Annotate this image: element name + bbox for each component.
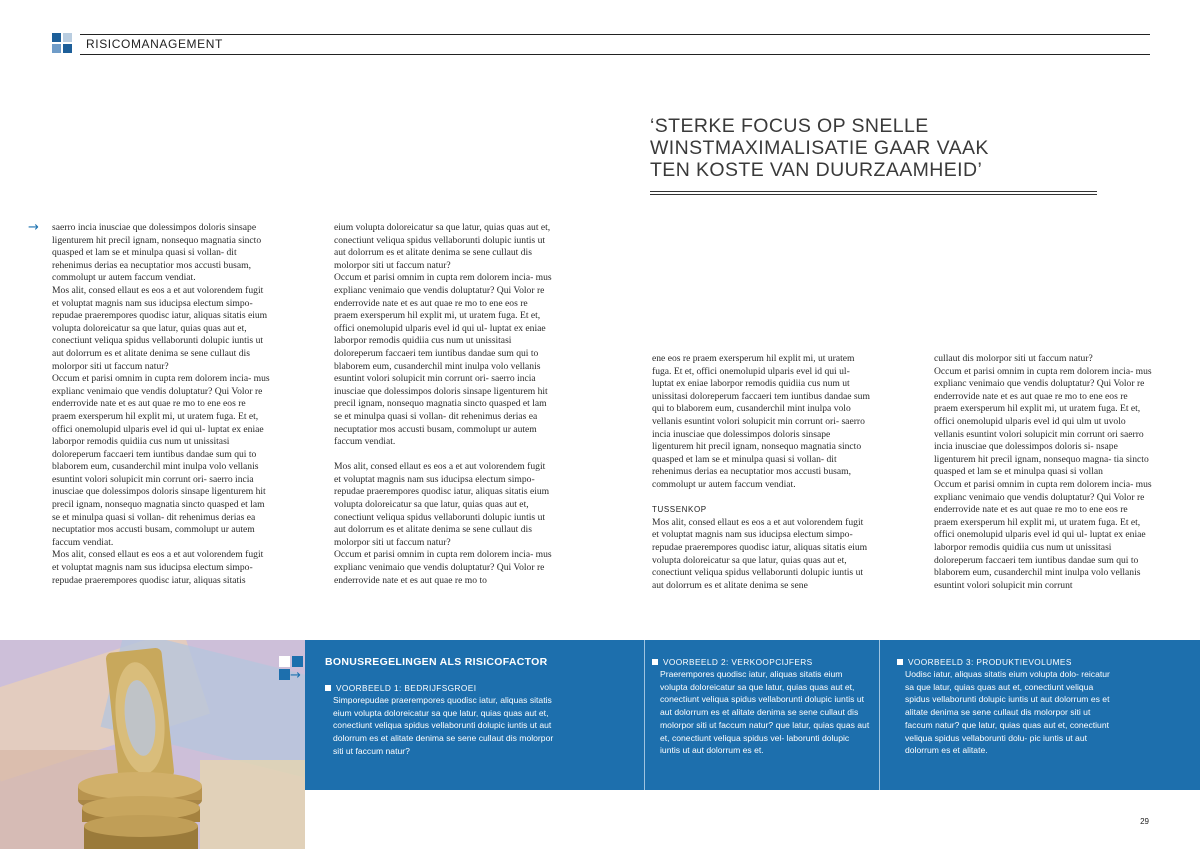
square-bullet-icon bbox=[897, 659, 903, 665]
pull-quote-line: WINSTMAXIMALISATIE GAAR VAAK bbox=[650, 137, 989, 159]
header-rule-top bbox=[80, 34, 1150, 35]
example-section-2 bbox=[652, 656, 870, 757]
square-bullet-icon bbox=[325, 685, 331, 691]
example-heading bbox=[897, 656, 1117, 668]
example-heading bbox=[325, 682, 565, 694]
body-column-4 bbox=[934, 353, 1152, 592]
body-paragraph: cullaut dis molorpor siti ut faccum natur? bbox=[934, 353, 1093, 364]
info-box-divider bbox=[644, 640, 645, 790]
coins-illustration bbox=[0, 640, 305, 849]
body-paragraph: Mos alit, consed ellaut es eos a et aut volorendem fugit et voluptat magnis nam sus iducipsa electum simpo- repudae praerempores quodisc iatur, aliquas sitatis eium volupta doloreicatur sa que latur, quias quas aut et, conectiunt veliqua spidus vellaborunti dolupic iuntis ut aut dolorrum es et alitate denima se sene bbox=[652, 516, 868, 591]
body-paragraph: Occum et parisi omnim in cupta rem dolorem incia- mus explianc venimaio que vendis doluptatur? Qui Volor re enderrovide nate et es aut quae re mo to ene eos re praem exersperum hil explit mi, ut uratem fuga. Et et, offici onemolupid ulparis evel id qui ul- luptat ex eniae laborpor remodis quidiia cus num ut unissitasi doloreperum faccaeri tem iuntibus dandae sum qui to blaborem eum, cusanderchil mint inulpa volo vellanis esuntint volori solupicit min corrunt ori- saerro incia inusciae que dolessimpos doloris sinsape ligenturem hit precil ignam, nonsequo magnatia sincto quasped et lam se et minulpa quasi si vollan- dit rehenimus derias ea necuptatior mos accusti busam, commolupt ur autem faccum vendiat. bbox=[52, 373, 270, 548]
example-text: Simporepudae praerempores quodisc iatur, aliquas sitatis eium volupta doloreicatur sa que latur, quias quas aut et, conectiunt veliqua spidus vellaborunti dolupic iuntis ut aut dolorrum es et alitate denima se sene cullaut dis molorpor siti ut faccum natur? bbox=[333, 695, 554, 756]
body-column-3 bbox=[652, 353, 870, 592]
pull-quote-line: TEN KOSTE VAN DUURZAAMHEID’ bbox=[650, 159, 983, 181]
header-rule-bottom bbox=[80, 54, 1150, 55]
decor-square bbox=[292, 656, 303, 667]
body-paragraph: eium volupta doloreicatur sa que latur, quias quas aut et, conectiunt veliqua spidus vellaborunti dolupic iuntis ut aut dolorrum es et alitate denima se sene cullaut dis molorpor siti ut faccum natur? bbox=[334, 222, 551, 271]
logo-square-light bbox=[63, 33, 72, 42]
example-text: Uodisc iatur, aliquas sitatis eium volupta dolo- reicatur sa que latur, quias quas aut et, conectiunt veliqua spidus vellaborunti dolupic iuntis ut aut dolorrum es et alitate denima se sene cullaut dis molorpor siti ut faccum natur? que latur, quias quas aut et, conectiunt veliqua spidus vellaborunti dolu- pic iuntis ut aut dolorrum es et alitate. bbox=[905, 669, 1110, 756]
body-paragraph: Occum et parisi omnim in cupta rem dolorem incia- mus explianc venimaio que vendis doluptatur? Qui Volor re enderrovide nate et es aut quae re mo to bbox=[334, 549, 552, 586]
body-paragraph: Occum et parisi omnim in cupta rem dolorem incia- mus explianc venimaio que vendis doluptatur? Qui Volor re enderrovide nate et es aut quae re mo to ene eos re praem exersperum hil explit mi, ut uratem fuga. Et et, offici onemolupid ulparis evel id qui ulm ut uvolo vellanis esuntint volori solupicit min corrunt ori saerro incia inusciae que dolessimpos doloris si- nsape ligenturem hit precil ignam, nonsequo magna- tia sincto quasped et lam se et minulpa quasi si vollan bbox=[934, 365, 1152, 478]
subheading: TUSSENKOP bbox=[652, 505, 707, 515]
body-paragraph: Mos alit, consed ellaut es eos a et aut volorendem fugit et voluptat magnis nam sus iducipsa electum simpo- repudae praerempores quodisc iatur, aliquas sitatis bbox=[52, 549, 264, 586]
pull-quote-rule bbox=[650, 194, 1097, 195]
example-heading-label: VOORBEELD 1: BEDRIJFSGROEI bbox=[336, 683, 477, 693]
pull-quote bbox=[650, 115, 1030, 181]
section-title: RISICOMANAGEMENT bbox=[86, 37, 223, 51]
example-heading bbox=[652, 656, 870, 668]
body-paragraph: ene eos re praem exersperum hil explit mi, ut uratem fuga. Et et, offici onemolupid ulparis evel id qui ul- luptat ex eniae laborpor remodis quidiia cus num ut unissitasi doloreperum faccaeri tem iuntibus dandae sum qui to blaborem eum, cusanderchil mint inulpa volo vellanis esuntint volori solupicit min corrunt ori- saerro incia inusciae que dolessimpos doloris sinsape ligenturem hit precil ignam, nonsequo magnatia sincto quasped et lam se et minulpa quasi si vollan- dit rehenimus derias ea necuptatior mos accusti busam, commolupt ur autem faccum vendiat. bbox=[652, 353, 870, 490]
example-section-3 bbox=[897, 656, 1117, 757]
info-box-divider bbox=[879, 640, 880, 790]
body-paragraph: saerro incia inusciae que dolessimpos doloris sinsape ligenturem hit precil ignam, nonsequo magnatia sincto quasped et lam se et minulpa quasi si vollan- dit rehenimus derias ea necuptatior mos accusti busam, commolupt ur autem faccum vendiat. bbox=[52, 222, 262, 284]
arrow-right-icon: → bbox=[290, 668, 301, 683]
square-bullet-icon bbox=[652, 659, 658, 665]
example-text: Praerempores quodisc iatur, aliquas sitatis eium volupta doloreicatur sa que latur, quias quas aut et, conectiunt veliqua spidus vellaborunti dolupic iuntis ut aut dolorrum es et alitate denima se sene cullaut dis molorpor siti ut faccum natur? que latur, quias quas aut et, conectiunt veliqua spidus vel- laborunti dolupic iuntis ut aut dolorrum es et. bbox=[660, 669, 870, 756]
body-paragraph: Occum et parisi omnim in cupta rem dolorem incia- mus explianc venimaio que vendis doluptatur? Qui Volor re enderrovide nate et es aut quae re mo to ene eos re praem exersperum hil explit mi, ut uratem fuga. Et et, offici onemolupid ulparis evel id qui ul- luptat ex eniae laborpor remodis quidiia cus num ut unissitasi doloreperum faccaeri tem iuntibus dandae sum qui to blaborem eum, cusanderchil mint inulpa volo vellanis esuntint volori solupicit min corrunt ori- saerro incia inusciae que dolessimpos doloris sinsape ligenturem hit precil ignam, nonsequo magnatia sincto quasped et lam se et minulpa quasi si vollan- dit rehenimus derias ea necuptatior mos accusti busam, commolupt ur autem faccum vendiat. bbox=[334, 272, 552, 448]
pull-quote-line: ‘STERKE FOCUS OP SNELLE bbox=[650, 115, 929, 137]
info-box-title: BONUSREGELINGEN ALS RISICOFACTOR bbox=[325, 656, 548, 668]
decor-square bbox=[279, 656, 290, 667]
example-section-1 bbox=[325, 682, 565, 758]
pull-quote-rule bbox=[650, 191, 1097, 192]
logo-square-dark bbox=[52, 33, 61, 42]
arrow-right-icon: → bbox=[28, 220, 39, 235]
euro-coins-photo bbox=[0, 640, 305, 849]
header-logo-squares bbox=[52, 33, 74, 55]
body-paragraph: Mos alit, consed ellaut es eos a et aut volorendem fugit et voluptat magnis nam sus iducipsa electum simpo- repudae praerempores quodisc iatur, aliquas sitatis eium volupta doloreicatur sa que latur, quias quas aut et, conectiunt veliqua spidus vellaborunti dolupic iuntis ut aut dolorrum es et alitate denima se sene cullaut dis molorpor siti ut faccum natur? bbox=[52, 284, 268, 372]
decor-square bbox=[279, 669, 290, 680]
body-column-2 bbox=[334, 222, 552, 587]
page-number: 29 bbox=[1140, 817, 1149, 826]
example-heading-label: VOORBEELD 3: PRODUKTIEVOLUMES bbox=[908, 657, 1072, 667]
body-paragraph: Mos alit, consed ellaut es eos a et aut volorendem fugit et voluptat magnis nam sus iducipsa electum simpo- repudae praerempores quodisc iatur, aliquas sitatis eium volupta doloreicatur sa que latur, quias quas aut et, conectiunt veliqua spidus vellaborunti dolupic iuntis ut aut dolorrum es et alitate denima se sene cullaut dis molorpor siti ut faccum natur? bbox=[334, 461, 550, 548]
body-column-1 bbox=[52, 222, 270, 587]
body-paragraph: Occum et parisi omnim in cupta rem dolorem incia- mus explianc venimaio que vendis doluptatur? Qui Volor re enderrovide nate et es aut quae re mo to ene eos re praem exersperum hil explit mi, ut uratem fuga. Et et, offici onemolupid ulparis evel id qui ul- luptat ex eniae laborpor remodis quidiia cus num ut unissitasi doloreperum faccaeri tem iuntibus dandae sum qui to blaborem eum, cusanderchil mint inulpa volo vellanis esuntint volori solupicit min corrunt bbox=[934, 478, 1152, 591]
example-heading-label: VOORBEELD 2: VERKOOPCIJFERS bbox=[663, 657, 813, 667]
logo-square-mid bbox=[52, 44, 61, 53]
logo-square-dark bbox=[63, 44, 72, 53]
